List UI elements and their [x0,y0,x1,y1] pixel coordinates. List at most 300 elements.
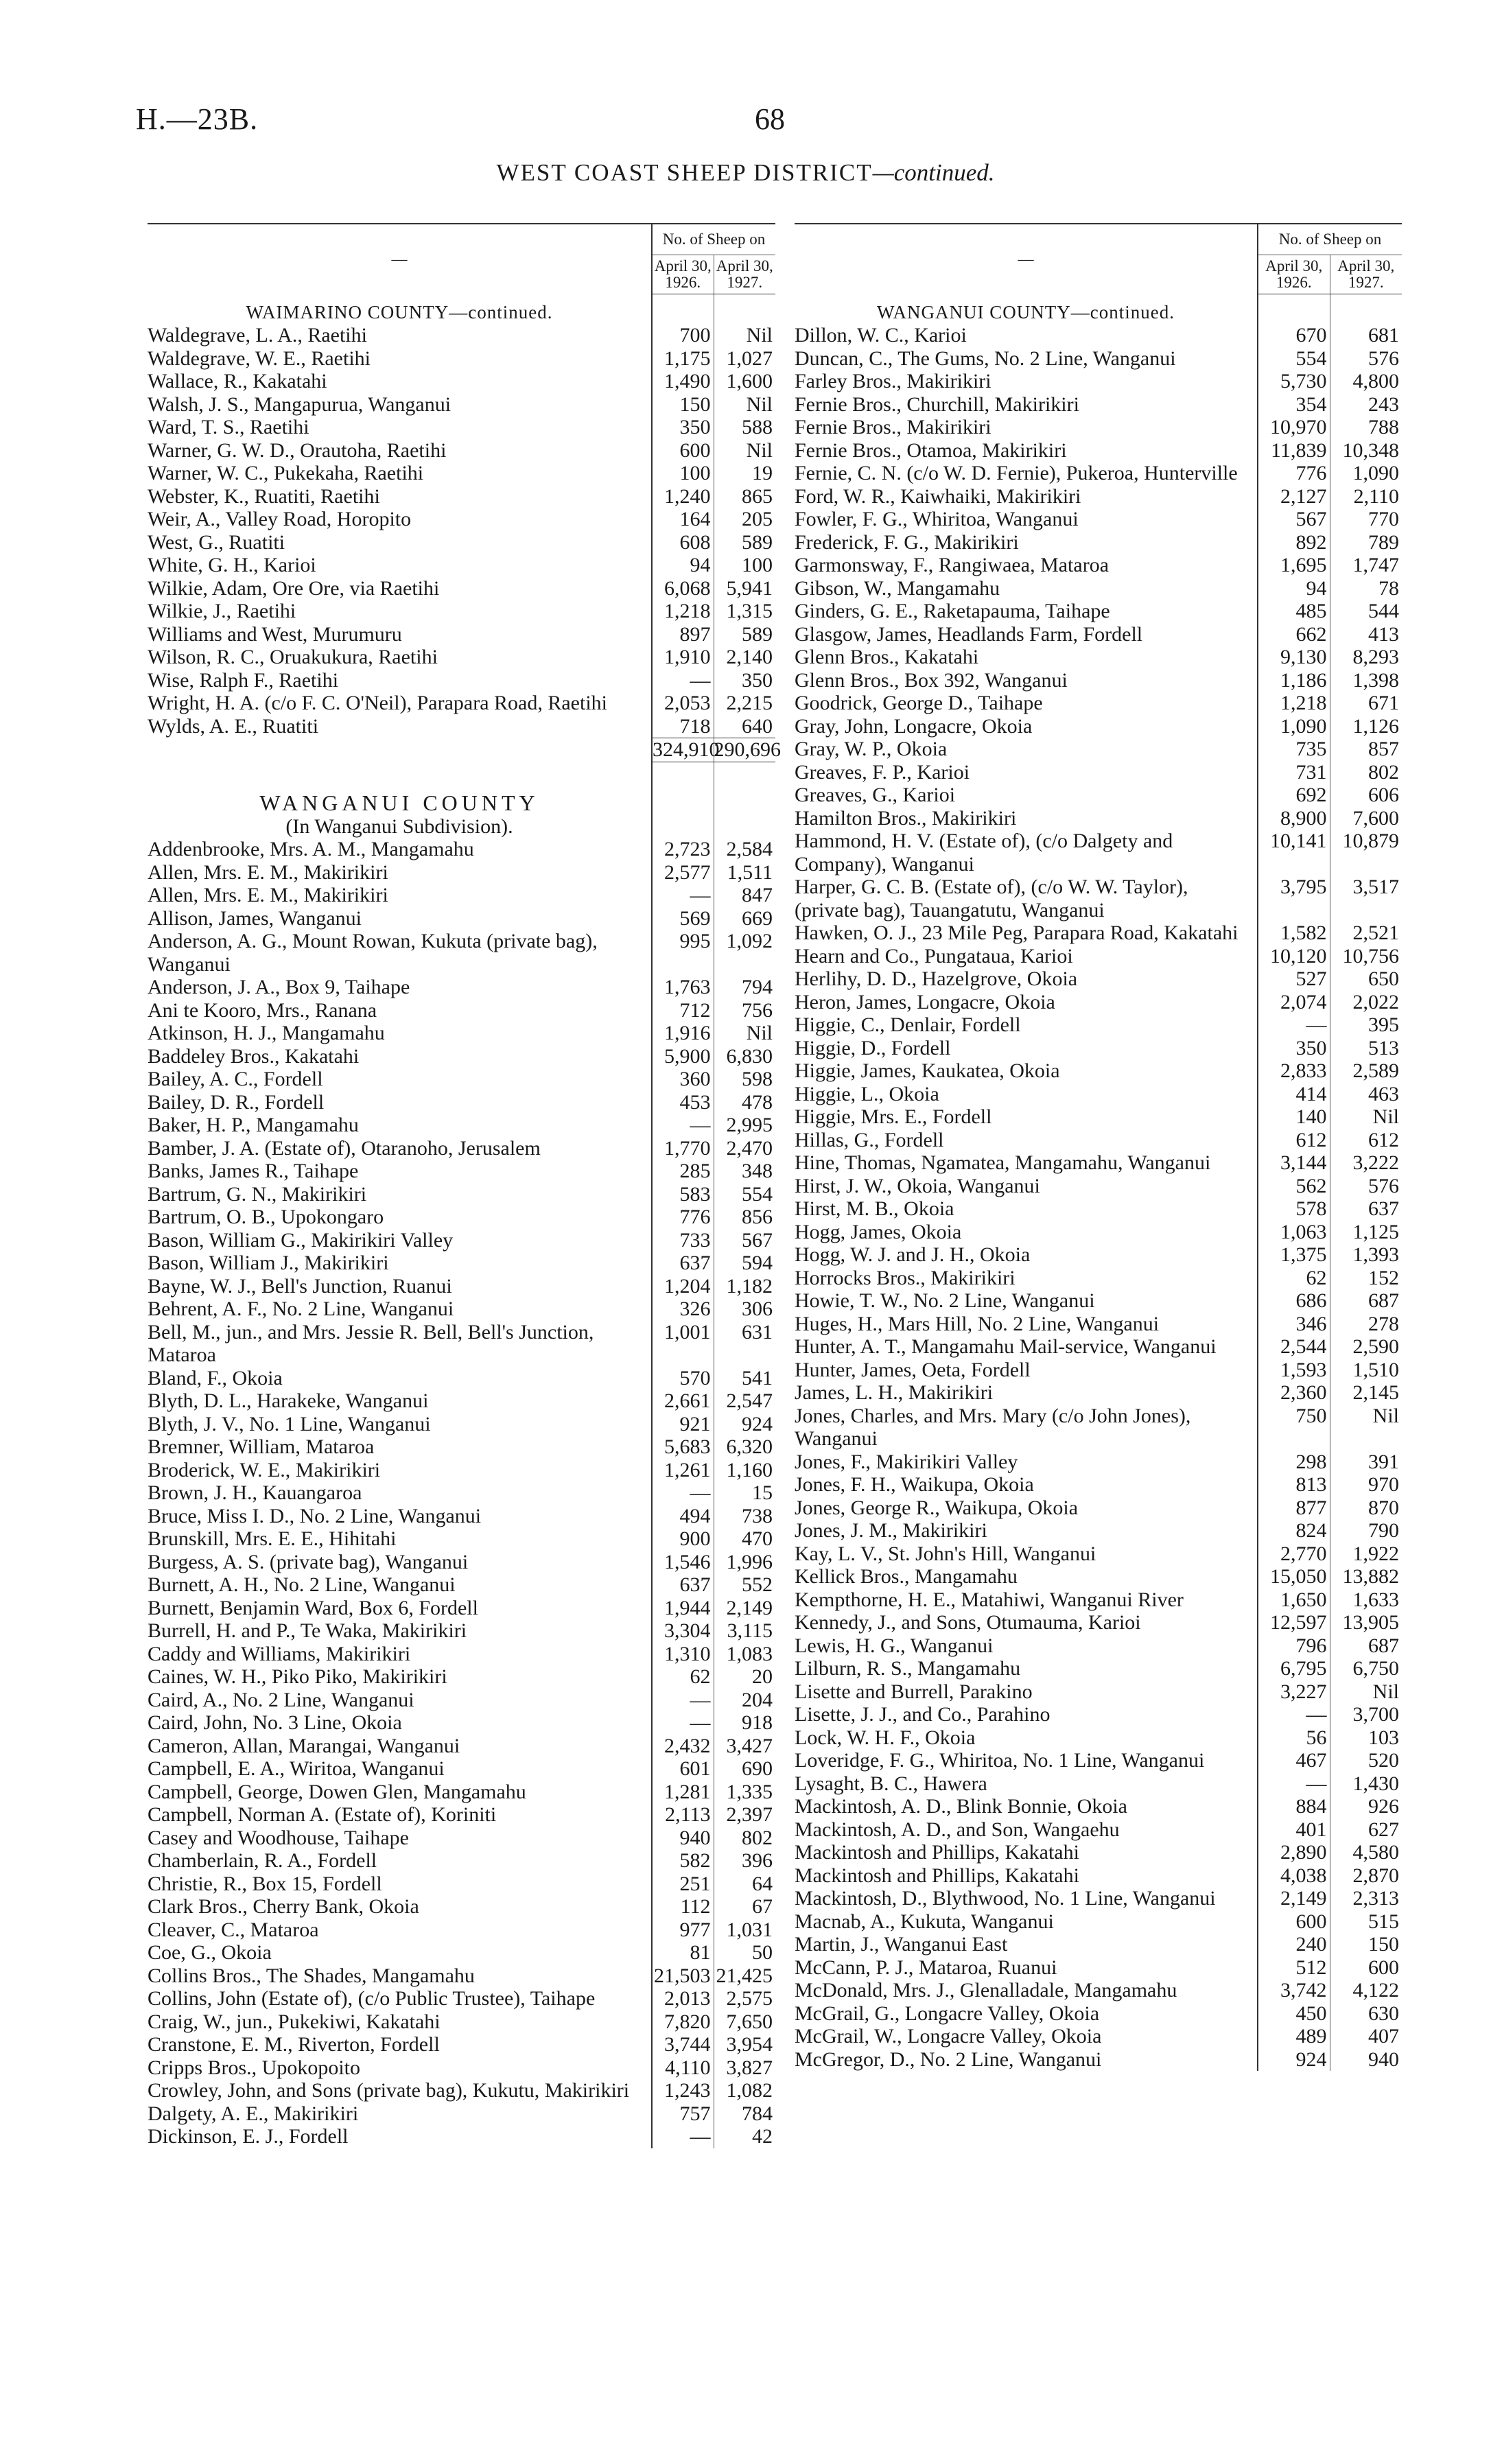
table-row [148,2010,775,2034]
sheep-1926: 562 [1258,1175,1330,1198]
table-row [148,1229,775,1252]
table-row [795,1749,1402,1772]
sheep-1926: 662 [1258,623,1330,646]
owner-name: Lisette and Burrell, Parakino [795,1680,1033,1703]
sheep-1927: 630 [1330,2002,1402,2026]
sheep-1927: 2,590 [1330,1335,1402,1359]
sheep-1927: 64 [714,1873,775,1896]
sheep-1926: 285 [652,1160,714,1183]
sheep-1927: 396 [714,1849,775,1873]
owner-name: Lilburn, R. S., Mangamahu [795,1657,1021,1680]
table-row [148,646,775,669]
sheep-1926: 62 [652,1665,714,1689]
owner-name: Baker, H. P., Mangamahu [148,1114,359,1136]
sheep-1926: 7,820 [652,2010,714,2034]
owner-name: Jones, F. H., Waikupa, Okoia [795,1473,1034,1496]
table-row [795,967,1402,991]
sheep-1926: 2,890 [1258,1841,1330,1864]
owner-name: Hearn and Co., Pungataua, Karioi [795,944,1073,967]
table-row [795,692,1402,715]
sheep-1926: 81 [652,1941,714,1964]
owner-name: Macnab, A., Kukuta, Wanganui [795,1910,1054,1933]
sheep-1926: 494 [652,1505,714,1528]
table-row [795,1405,1402,1451]
table-row [795,1657,1402,1680]
sheep-1926: 150 [652,393,714,416]
sheep-1927: 690 [714,1757,775,1781]
owner-name: Cameron, Allan, Marangai, Wanganui [148,1734,460,1757]
table-row [795,1197,1402,1221]
sheep-1926: 601 [652,1757,714,1781]
page-number: 68 [755,102,785,136]
sheep-1927: 205 [714,508,775,531]
sheep-1927: 13,882 [1330,1565,1402,1588]
sheep-1927: 152 [1330,1267,1402,1290]
sheep-count-header: No. of Sheep on [1258,224,1402,255]
sheep-1927: 1,083 [714,1643,775,1666]
table-row [148,1781,775,1804]
owner-name: Hamilton Bros., Makirikiri [795,806,1017,830]
owner-name: Ford, W. R., Kaiwhaiki, Makirikiri [795,484,1081,508]
table-row [148,2102,775,2126]
sheep-1927: 970 [1330,1473,1402,1497]
sheep-1927: 637 [1330,1197,1402,1221]
sheep-1927: 612 [1330,1129,1402,1152]
sheep-1926: 1,090 [1258,715,1330,738]
sheep-1926: 1,310 [652,1643,714,1666]
table-row [795,1497,1402,1520]
sheep-1927: 2,145 [1330,1381,1402,1405]
owner-name: Wilkie, Adam, Ore Ore, via Raetihi [148,576,440,600]
sheep-1927: 2,589 [1330,1059,1402,1083]
sheep-1926: 3,304 [652,1619,714,1643]
owner-name: Campbell, Norman A. (Estate of), Koriniti [148,1803,497,1826]
sheep-1926: 1,001 [652,1321,714,1367]
sheep-1926: 569 [652,907,714,930]
owner-name: Ani te Kooro, Mrs., Ranana [148,998,377,1022]
sheep-1926: 298 [1258,1451,1330,1474]
table-row [148,1527,775,1551]
owner-name: Cleaver, C., Mataroa [148,1918,319,1941]
sheep-1926: 977 [652,1919,714,1942]
table-row [148,554,775,577]
sheep-1927: 1,510 [1330,1359,1402,1382]
owner-name: Kennedy, J., and Sons, Otumauma, Karioi [795,1611,1141,1634]
spacer-cell [652,815,714,838]
owner-name: Fernie Bros., Churchill, Makirikiri [795,392,1079,416]
sheep-1927: Nil [714,393,775,416]
owner-name: Gibson, W., Mangamahu [795,576,1000,600]
sheep-1926: 1,204 [652,1275,714,1298]
table-row [795,1703,1402,1726]
sheep-1927: 926 [1330,1795,1402,1818]
table-row [148,1183,775,1206]
owner-name: Gray, W. P., Okoia [795,738,948,760]
sheep-1926: 600 [652,439,714,462]
sheep-1926: 1,763 [652,976,714,999]
table-row [795,2002,1402,2026]
sheep-1927: 5,941 [714,577,775,600]
table-row [795,1634,1402,1658]
owner-name: Horrocks Bros., Makirikiri [795,1266,1015,1289]
owner-name: Hirst, J. W., Okoia, Wanganui [795,1174,1040,1197]
sheep-1927: 924 [714,1413,775,1436]
sheep-1926: 350 [652,416,714,439]
sheep-1927: 1,082 [714,2079,775,2102]
owner-name: Broderick, W. E., Makirikiri [148,1458,381,1481]
sheep-1926: 578 [1258,1197,1330,1221]
table-row [795,1175,1402,1198]
table-row [795,600,1402,623]
sheep-1926: 1,593 [1258,1359,1330,1382]
sheep-1926: 582 [652,1849,714,1873]
owner-name: McDonald, Mrs. J., Glenalladale, Mangamahu [795,1979,1177,2002]
table-row [795,1335,1402,1359]
sheep-1926: 900 [652,1527,714,1551]
table-row [795,784,1402,807]
sheep-1926: 453 [652,1091,714,1114]
owner-name: Caird, John, No. 3 Line, Okoia [148,1711,402,1734]
sheep-1926: 112 [652,1895,714,1919]
sheep-1927: 857 [1330,738,1402,761]
owner-name: Higgie, D., Fordell [795,1036,951,1059]
owner-name: Collins, John (Estate of), (c/o Public Trustee), Taihape [148,1987,596,2010]
table-row [148,508,775,531]
table-row [795,416,1402,439]
owner-name: Heron, James, Longacre, Okoia [795,990,1055,1013]
owner-name: Bamber, J. A. (Estate of), Otaranoho, Jerusalem [148,1136,541,1160]
sheep-1926: 12,597 [1258,1611,1330,1634]
owner-name: Atkinson, H. J., Mangamahu [148,1022,385,1044]
owner-name: Mackintosh and Phillips, Kakatahi [795,1841,1079,1864]
sheep-1927: 3,222 [1330,1151,1402,1175]
table-row [795,1105,1402,1129]
table-row [795,1680,1402,1704]
sheep-1927: 204 [714,1689,775,1712]
sheep-1927: 2,022 [1330,991,1402,1014]
sheep-1926: 608 [652,531,714,554]
spacer-cell [1330,294,1402,325]
owner-name: Huges, H., Mars Hill, No. 2 Line, Wanganui [795,1312,1160,1335]
table-row [795,324,1402,347]
table-row [795,1795,1402,1818]
table-row [148,1573,775,1597]
page-title [0,159,1491,187]
table-row [795,1083,1402,1106]
table-row [148,1206,775,1229]
sheep-1927: 4,122 [1330,1979,1402,2002]
sheep-1926: 750 [1258,1405,1330,1451]
owner-name: Burrell, H. and P., Te Waka, Makirikiri [148,1619,467,1642]
table-row [148,2125,775,2148]
table-row [795,462,1402,485]
sheep-1926: 757 [652,2102,714,2126]
table-row [795,531,1402,554]
sheep-1926: 940 [652,1827,714,1850]
sheep-1927: 413 [1330,623,1402,646]
table-row [795,1059,1402,1083]
sheep-1927: Nil [714,1022,775,1045]
sheep-1926: — [652,1481,714,1505]
owner-name: Dickinson, E. J., Fordell [148,2125,349,2148]
sheep-1927: 567 [714,1229,775,1252]
sheep-1926: 686 [1258,1289,1330,1313]
owner-name: Webster, K., Ruatiti, Raetihi [148,484,380,508]
sheep-1926: 251 [652,1873,714,1896]
sheep-1926: 2,074 [1258,991,1330,1014]
owner-name: James, L. H., Makirikiri [795,1381,994,1404]
sheep-1926: 1,695 [1258,554,1330,577]
waimarino-section-heading-text: WAIMARINO COUNTY—continued. [246,301,553,322]
sheep-1926: 8,900 [1258,807,1330,830]
sheep-1926: — [652,884,714,907]
owner-name: Glasgow, James, Headlands Farm, Fordell [795,622,1143,646]
owner-name: Higgie, Mrs. E., Fordell [795,1105,992,1128]
table-row [148,1665,775,1689]
sheep-1926: 3,742 [1258,1979,1330,2002]
sheep-1927: 1,125 [1330,1221,1402,1244]
sheep-1926: 4,110 [652,2056,714,2080]
owner-column-header: — [795,224,1258,294]
owner-name: Brunskill, Mrs. E. E., Hihitahi [148,1527,397,1550]
left-column [148,223,781,2148]
owner-name: Duncan, C., The Gums, No. 2 Line, Wanganui [795,347,1176,370]
sheep-1926: 3,227 [1258,1680,1330,1704]
table-row [148,1160,775,1183]
table-row [148,2079,775,2102]
table-row [148,623,775,646]
owner-name: Lewis, H. G., Wanganui [795,1634,994,1657]
sheep-1926: 1,916 [652,1022,714,1045]
owner-name: Casey and Woodhouse, Taihape [148,1826,409,1849]
sheep-1926: 100 [652,462,714,485]
table-row [795,1381,1402,1405]
owner-name: Higgie, James, Kaukatea, Okoia [795,1059,1060,1082]
table-row [795,623,1402,646]
table-row [148,1091,775,1114]
table-row [148,1413,775,1436]
owner-name: Walsh, J. S., Mangapurua, Wanganui [148,392,451,416]
owner-name: Bailey, A. C., Fordell [148,1068,323,1090]
table-row [795,370,1402,393]
sheep-1926: 2,113 [652,1803,714,1827]
sheep-1926: 924 [1258,2048,1330,2072]
owner-name: Williams and West, Murumuru [148,622,402,646]
sheep-1927: 21,425 [714,1964,775,1988]
sheep-1926: 485 [1258,600,1330,623]
sheep-1927: 756 [714,999,775,1022]
sheep-1926: 3,795 [1258,876,1330,922]
owner-name: Mackintosh, D., Blythwood, No. 1 Line, Wanganui [795,1887,1216,1910]
sheep-1926: 1,546 [652,1551,714,1574]
owner-name: Jones, Charles, and Mrs. Mary (c/o John Jones), Wanganui [795,1404,1191,1450]
sheep-1927: Nil [1330,1680,1402,1704]
sheep-1926: 1,243 [652,2079,714,2102]
owner-name: Wilson, R. C., Oruakukura, Raetihi [148,646,438,668]
owner-name: Herlihy, D. D., Hazelgrove, Okoia [795,967,1078,990]
sheep-1927: 789 [1330,531,1402,554]
table-row [795,876,1402,922]
sheep-1927: 2,397 [714,1803,775,1827]
owner-name: Dillon, W. C., Karioi [795,324,967,347]
owner-name: Hammond, H. V. (Estate of), (c/o Dalgety and Company), Wanganui [795,830,1173,876]
owner-name: Waldegrave, W. E., Raetihi [148,347,371,370]
sheep-1927: 2,149 [714,1597,775,1620]
sheep-1926: 2,149 [1258,1887,1330,1910]
table-row [148,370,775,393]
sheep-1927: 554 [714,1183,775,1206]
sheep-1926: 1,281 [652,1781,714,1804]
owner-name: Fernie Bros., Otamoa, Makirikiri [795,438,1067,462]
sheep-1927: 278 [1330,1313,1402,1336]
sheep-count-header: No. of Sheep on [652,224,775,255]
owner-name: Behrent, A. F., No. 2 Line, Wanganui [148,1298,454,1320]
sheep-1926: 5,683 [652,1435,714,1459]
sheep-1927: 391 [1330,1451,1402,1474]
sheep-1927: 544 [1330,600,1402,623]
owner-name: McGrail, W., Longacre Valley, Okoia [795,2025,1102,2048]
owner-name: Lock, W. H. F., Okoia [795,1726,976,1749]
sheep-1927: 2,521 [1330,922,1402,945]
table-row [795,554,1402,577]
wanganui-county-heading [148,762,775,815]
sheep-1926: 796 [1258,1634,1330,1658]
sheep-1926: 3,144 [1258,1151,1330,1175]
owner-name: Bremner, William, Mataroa [148,1435,375,1458]
table-row [795,807,1402,830]
sheep-1927: 520 [1330,1749,1402,1772]
sheep-1927: 541 [714,1367,775,1390]
sheep-1926: 10,120 [1258,945,1330,968]
owner-name: Mackintosh, A. D., Blink Bonnie, Okoia [795,1795,1127,1818]
table-row [795,1933,1402,1956]
table-row [795,1910,1402,1934]
owner-name: Bason, William J., Makirikiri [148,1252,389,1274]
table-row [795,2025,1402,2048]
table-row [148,715,775,738]
owner-column-header: — [148,224,652,294]
table-row [148,1849,775,1873]
owner-name: Dalgety, A. E., Makirikiri [148,2102,359,2125]
owner-name: Loveridge, F. G., Whiritoa, No. 1 Line, Wanganui [795,1749,1205,1772]
table-row [148,1941,775,1964]
sheep-1927: 589 [714,623,775,646]
table-row [148,1597,775,1620]
sheep-1927: 2,575 [714,1987,775,2010]
sheep-1926: 414 [1258,1083,1330,1106]
owner-name: Lysaght, B. C., Hawera [795,1772,987,1795]
sheep-1927: 10,879 [1330,830,1402,876]
table-row [795,991,1402,1014]
table-row [795,761,1402,784]
sheep-1926: 718 [652,715,714,738]
owner-name: White, G. H., Karioi [148,554,316,576]
sheep-1926: 995 [652,930,714,976]
sheep-1927: 13,905 [1330,1611,1402,1634]
sheep-1926: 600 [1258,1910,1330,1934]
sheep-1927: 1,126 [1330,715,1402,738]
table-row [795,669,1402,692]
sheep-1926: 1,910 [652,646,714,669]
sheep-1927: 395 [1330,1013,1402,1037]
sheep-1927: 42 [714,2125,775,2148]
sheep-1927: 478 [714,1091,775,1114]
table-row [148,1114,775,1137]
sheep-1926: 62 [1258,1267,1330,1290]
owner-name: Anderson, J. A., Box 9, Taihape [148,976,410,998]
sheep-1927: Nil [1330,1405,1402,1451]
sheep-1927: 4,800 [1330,370,1402,393]
sheep-1927: 918 [714,1711,775,1735]
owner-name: Kempthorne, H. E., Matahiwi, Wanganui River [795,1588,1184,1611]
owner-name: Wallace, R., Kakatahi [148,370,327,392]
sheep-1927: 1,031 [714,1919,775,1942]
table-row [148,1919,775,1942]
sheep-1927: 1,511 [714,861,775,884]
sheep-1926: 6,068 [652,577,714,600]
table-row [795,1289,1402,1313]
owner-name: Gray, John, Longacre, Okoia [795,714,1033,738]
owner-name: Campbell, E. A., Wiritoa, Wanganui [148,1757,445,1780]
sheep-1926: 1,490 [652,370,714,393]
table-row [795,1565,1402,1588]
table-row [148,1045,775,1068]
sheep-1926: 326 [652,1298,714,1321]
table-row [795,1542,1402,1566]
sheep-1926: 1,582 [1258,922,1330,945]
sheep-1927: 576 [1330,1175,1402,1198]
table-row [148,907,775,930]
owner-name: Burnett, A. H., No. 2 Line, Wanganui [148,1573,456,1596]
sheep-1926: — [652,1689,714,1712]
sheep-1926: 700 [652,324,714,347]
sheep-1926: 776 [1258,462,1330,485]
sheep-1926: 240 [1258,1933,1330,1956]
table-row [148,692,775,715]
right-sheep-table [795,223,1402,2071]
table-row [795,830,1402,876]
owner-name: Burgess, A. S. (private bag), Wanganui [148,1550,469,1573]
sheep-1927: 1,393 [1330,1243,1402,1267]
table-row [148,1252,775,1275]
table-row [148,393,775,416]
col-1927-header: April 30, 1927. [1330,255,1402,294]
owner-name: Weir, A., Valley Road, Horopito [148,508,412,530]
table-row [795,1772,1402,1796]
sheep-1927: 788 [1330,416,1402,439]
owner-name: Ward, T. S., Raetihi [148,416,309,438]
owner-name: McGrail, G., Longacre Valley, Okoia [795,2002,1100,2025]
table-row [148,884,775,907]
owner-name: Goodrick, George D., Taihape [795,692,1043,714]
sheep-1927: 1,996 [714,1551,775,1574]
wanganui-continued-heading [795,294,1402,325]
sheep-1926: 450 [1258,2002,1330,2026]
sheep-1926: 692 [1258,784,1330,807]
spacer-cell [1258,294,1330,325]
table-row [148,1298,775,1321]
owner-name: Hunter, James, Oeta, Fordell [795,1358,1031,1381]
sheep-1926: 401 [1258,1818,1330,1842]
owner-name: Anderson, A. G., Mount Rowan, Kukuta (private bag), Wanganui [148,930,598,976]
table-row [795,1359,1402,1382]
table-row [795,2048,1402,2072]
owner-name: Ginders, G. E., Raketapauma, Taihape [795,600,1110,622]
sheep-1927: 348 [714,1160,775,1183]
table-row [795,1243,1402,1267]
sheep-1927: 650 [1330,967,1402,991]
owner-name: Hillas, G., Fordell [795,1128,944,1151]
